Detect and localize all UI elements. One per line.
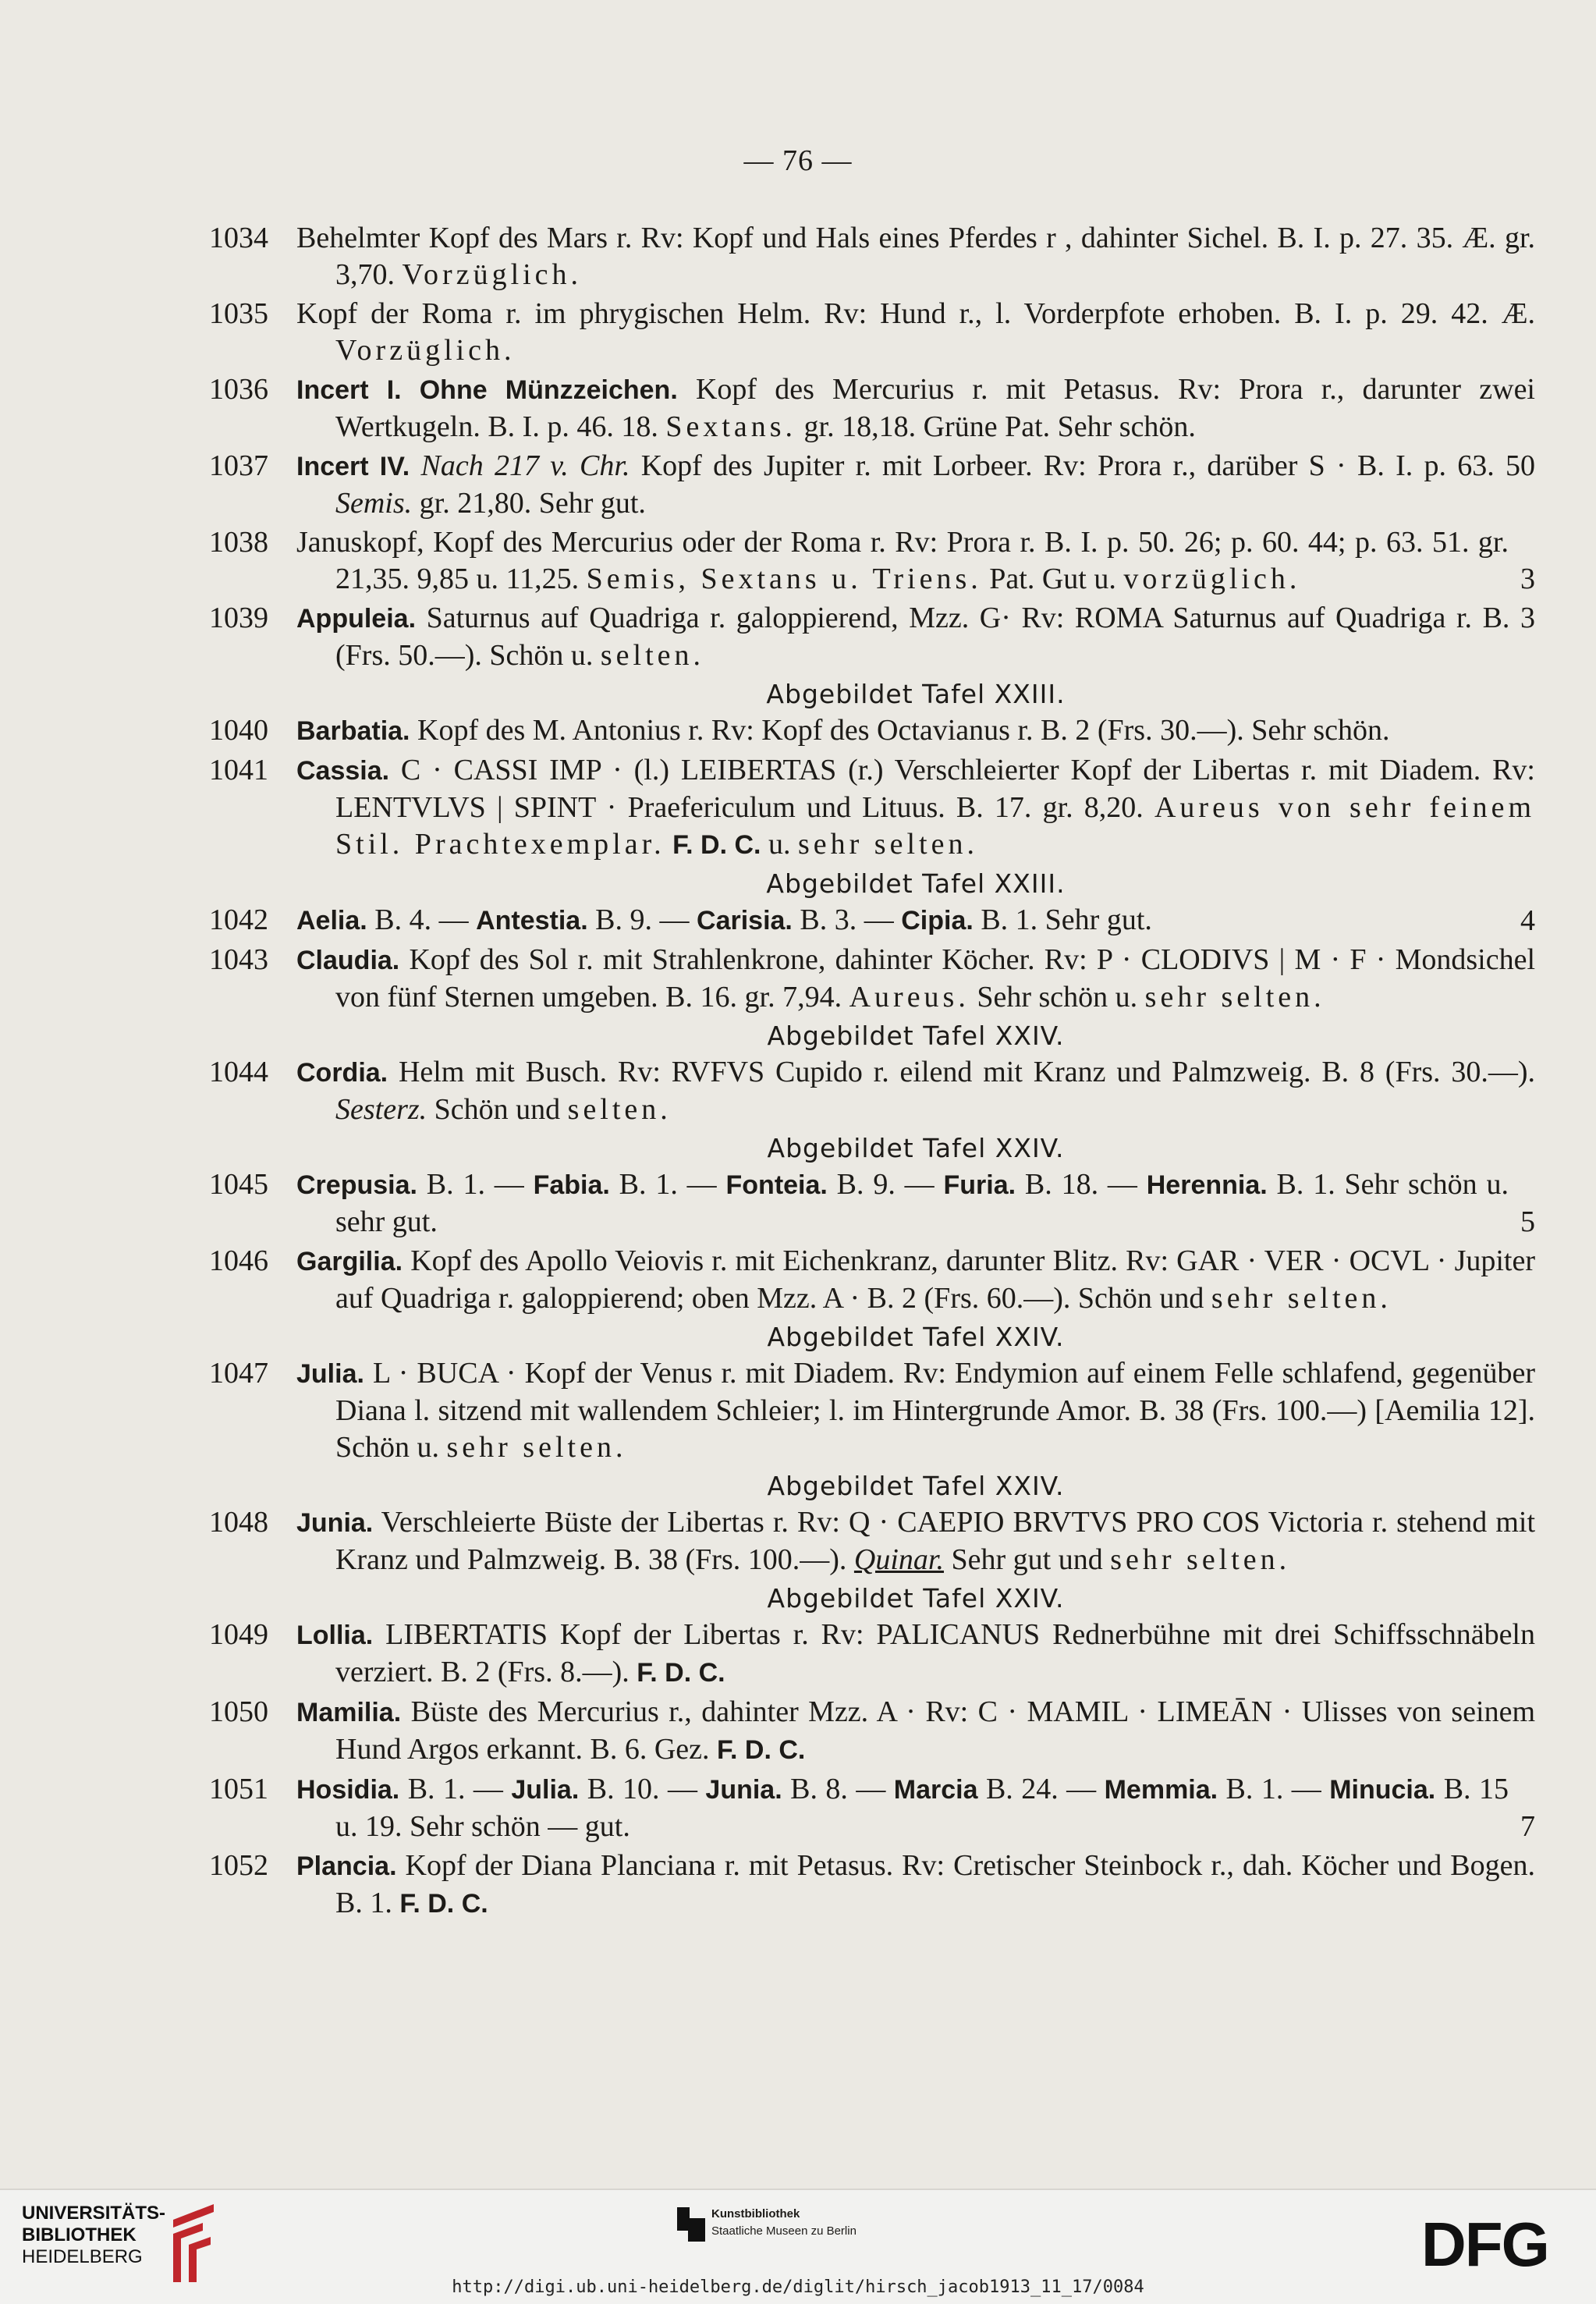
entry-description: Crepusia. B. 1. — Fabia. B. 1. — Fonteia. B. 9. — Furia. B. 18. — Herennia. B. 1. Sehr schön u. sehr gut. xyxy=(296,1168,1509,1238)
plate-reference: Abgebildet Tafel XXIV. xyxy=(767,1133,1065,1163)
plate-reference: Abgebildet Tafel XXIII. xyxy=(766,679,1066,709)
entry-description: Cassia. C · CASSI IMP · (l.) LEIBERTAS (r.) Verschleierter Kopf der Libertas r. mit Diadem. Rv: LENTVLVS | SPINT · Praefericulum und Lituus. B. 17. gr. 8,20. Aureus von sehr feinem Stil. Prachtexemplar. F. D. C. u. sehr selten. xyxy=(296,754,1536,861)
entry-number: 1047 xyxy=(209,1357,268,1390)
entry-count: 7 xyxy=(1520,1810,1535,1843)
catalog-entry xyxy=(209,902,1535,939)
kunstbibliothek-icon xyxy=(677,2207,705,2242)
catalog-entry xyxy=(209,1054,1535,1128)
entry-number: 1042 xyxy=(209,903,268,936)
catalog-entry xyxy=(209,220,1535,293)
catalog-entry xyxy=(209,1166,1535,1241)
source-url[interactable]: http://digi.ub.uni-heidelberg.de/diglit/hirsch_jacob1913_11_17/0084 xyxy=(452,2277,1144,2297)
entry-description: Hosidia. B. 1. — Julia. B. 10. — Junia. B. 8. — Marcia B. 24. — Memmia. B. 1. — Minucia. B. 15 u. 19. Sehr schön — gut. xyxy=(296,1773,1509,1843)
entry-number: 1046 xyxy=(209,1244,268,1277)
kb-subtitle: Staatliche Museen zu Berlin xyxy=(711,2224,857,2238)
entry-description: Junia. Verschleierte Büste der Libertas r. Rv: Q · CAEPIO BRVTVS PRO COS Victoria r. stehend mit Kranz und Palmzweig. B. 38 (Frs. 100.—). Quinar. Sehr gut und sehr selten. xyxy=(296,1506,1535,1576)
entry-number: 1050 xyxy=(209,1695,268,1728)
entry-number: 1052 xyxy=(209,1849,268,1882)
entry-number: 1051 xyxy=(209,1773,268,1805)
catalog-entry xyxy=(209,1694,1535,1769)
catalog-entry xyxy=(209,942,1535,1016)
catalog-entry xyxy=(209,712,1535,750)
entry-description: Claudia. Kopf des Sol r. mit Strahlenkrone, dahinter Köcher. Rv: P · CLODIVS | M · F · Mondsichel von fünf Sternen umgeben. B. 16. gr. 7,94. Aureus. Sehr schön u. sehr selten. xyxy=(296,943,1535,1014)
entry-number: 1038 xyxy=(209,526,268,559)
entry-count: 5 xyxy=(1520,1205,1535,1238)
catalog-entry xyxy=(209,448,1535,522)
kb-name: Kunstbibliothek xyxy=(711,2207,800,2221)
entry-description: Kopf der Roma r. im phrygischen Helm. Rv: Hund r., l. Vorderpfote erhoben. B. I. p. 29. 42. Æ. Vorzüglich. xyxy=(296,297,1535,367)
entry-description: Plancia. Kopf der Diana Planciana r. mit Petasus. Rv: Cretischer Steinbock r., dah. Köcher und Bogen. B. 1. F. D. C. xyxy=(296,1849,1535,1919)
entry-number: 1048 xyxy=(209,1506,268,1539)
entry-description: Behelmter Kopf des Mars r. Rv: Kopf und Hals eines Pferdes r , dahinter Sichel. B. I. p. 27. 35. Æ. gr. 3,70. Vorzüglich. xyxy=(296,222,1535,291)
entry-number: 1049 xyxy=(209,1618,268,1651)
uni-line-3: HEIDELBERG xyxy=(22,2246,143,2267)
catalog-entry xyxy=(209,371,1535,446)
footer-bar xyxy=(0,2189,1596,2304)
uni-line-1: UNIVERSITÄTS- xyxy=(22,2203,166,2224)
university-library-logo[interactable] xyxy=(22,2203,165,2268)
catalog-entry xyxy=(209,1355,1535,1466)
entry-number: 1045 xyxy=(209,1168,268,1201)
plate-reference: Abgebildet Tafel XXIV. xyxy=(767,1471,1065,1501)
catalog-entry xyxy=(209,752,1535,864)
entry-number: 1044 xyxy=(209,1056,268,1088)
catalog-entry xyxy=(209,1243,1535,1317)
entry-description: Barbatia. Kopf des M. Antonius r. Rv: Kopf des Octavianus r. B. 2 (Frs. 30.—). Sehr schön. xyxy=(296,714,1390,747)
catalog-entry xyxy=(209,1771,1535,1845)
entry-number: 1037 xyxy=(209,449,268,482)
catalog-entries xyxy=(209,220,1535,1925)
catalog-entry xyxy=(209,600,1535,674)
entry-description: Lollia. LIBERTATIS Kopf der Libertas r. Rv: PALICANUS Rednerbühne mit drei Schiffsschnäbeln verziert. B. 2 (Frs. 8.—). F. D. C. xyxy=(296,1618,1535,1688)
page-number: — 76 — xyxy=(743,144,853,177)
entry-number: 1034 xyxy=(209,222,268,254)
plate-reference: Abgebildet Tafel XXIV. xyxy=(767,1583,1065,1614)
plate-reference: Abgebildet Tafel XXIII. xyxy=(766,868,1066,899)
entry-description: Incert I. Ohne Münzzeichen. Kopf des Mercurius r. mit Petasus. Rv: Prora r., darunter zwei Wertkugeln. B. I. p. 46. 18. Sextans. gr. 18,18. Grüne Pat. Sehr schön. xyxy=(296,373,1535,443)
entry-number: 1043 xyxy=(209,943,268,976)
plate-reference: Abgebildet Tafel XXIV. xyxy=(767,1021,1065,1051)
entry-number: 1041 xyxy=(209,754,268,786)
entry-description: Cordia. Helm mit Busch. Rv: RVFVS Cupido r. eilend mit Kranz und Palmzweig. B. 8 (Frs. 30.—). Sesterz. Schön und selten. xyxy=(296,1056,1535,1126)
uni-line-2: BIBLIOTHEK xyxy=(22,2224,137,2245)
kunstbibliothek-logo[interactable] xyxy=(677,2207,857,2245)
catalog-entry xyxy=(209,524,1535,598)
entry-number: 1040 xyxy=(209,714,268,747)
catalog-entry xyxy=(209,296,1535,369)
entry-description: Aelia. B. 4. — Antestia. B. 9. — Carisia. B. 3. — Cipia. B. 1. Sehr gut. xyxy=(296,903,1152,936)
entry-description: Mamilia. Büste des Mercurius r., dahinter Mzz. A · Rv: C · MAMIL · LIMEĀN · Ulisses von seinem Hund Argos erkannt. B. 6. Gez. F. D. C. xyxy=(296,1695,1535,1766)
entry-number: 1039 xyxy=(209,602,268,634)
plate-reference: Abgebildet Tafel XXIV. xyxy=(767,1322,1065,1352)
catalog-entry xyxy=(209,1617,1535,1692)
entry-count: 3 xyxy=(1520,563,1535,595)
entry-description: Incert IV. Nach 217 v. Chr. Kopf des Jupiter r. mit Lorbeer. Rv: Prora r., darüber S · B. I. p. 63. 50 Semis. gr. 21,80. Sehr gut. xyxy=(296,449,1535,520)
dfg-logo[interactable]: DFG xyxy=(1421,2210,1548,2279)
catalog-entry xyxy=(209,1848,1535,1922)
entry-description: Januskopf, Kopf des Mercurius oder der Roma r. Rv: Prora r. B. I. p. 50. 26; p. 60. 44; p. 63. 51. gr. 21,35. 9,85 u. 11,25. Semis, Sextans u. Triens. Pat. Gut u. vorzüglich. xyxy=(296,526,1509,595)
entry-count: 4 xyxy=(1520,904,1535,937)
entry-description: Julia. L · BUCA · Kopf der Venus r. mit Diadem. Rv: Endymion auf einem Felle schlafend, gegenüber Diana l. sitzend mit wallendem Schleier; l. im Hintergrunde Amor. B. 38 (Frs. 100.—) [Aemilia 12]. Schön u. sehr selten. xyxy=(296,1357,1535,1464)
entry-number: 1036 xyxy=(209,373,268,406)
entry-number: 1035 xyxy=(209,297,268,330)
heidelberg-mark-icon xyxy=(162,2201,225,2287)
entry-description: Appuleia. Saturnus auf Quadriga r. galoppierend, Mzz. G· Rv: ROMA Saturnus auf Quadriga r. B. 3 (Frs. 50.—). Schön u. selten. xyxy=(296,602,1535,672)
catalog-entry xyxy=(209,1504,1535,1578)
entry-description: Gargilia. Kopf des Apollo Veiovis r. mit Eichenkranz, darunter Blitz. Rv: GAR · VER · OCVL · Jupiter auf Quadriga r. galoppierend; oben Mzz. A · B. 2 (Frs. 60.—). Schön und sehr selten. xyxy=(296,1244,1535,1315)
